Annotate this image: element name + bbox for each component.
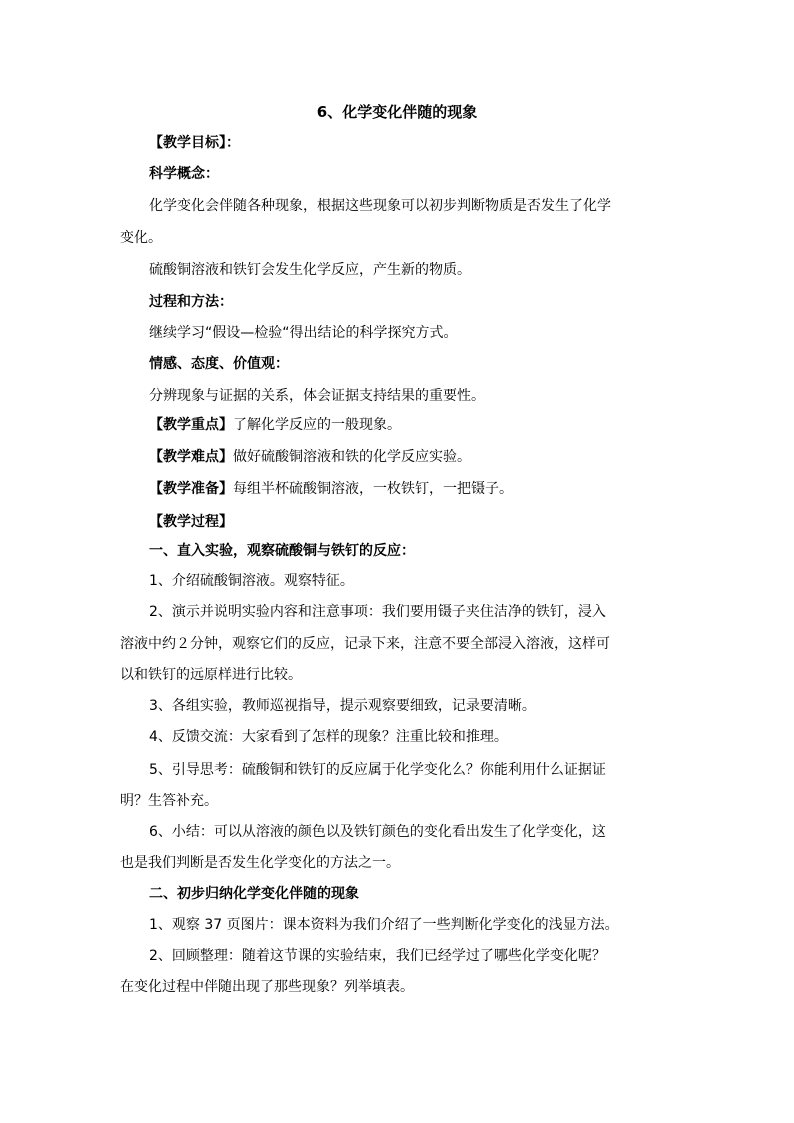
list-item: 3、各组实验，教师巡视指导，提示观察要细致，记录要清晰。 (149, 698, 536, 714)
key-point-text: 了解化学反应的一般现象。 (233, 417, 401, 433)
key-point-label: 【教学重点】 (149, 417, 233, 433)
list-item: 2、演示并说明实验内容和注意事项：我们要用镊子夹住洁净的铁钉，浸入 (149, 604, 606, 620)
section1-heading: 一、直入实验，观察硫酸铜与铁钉的反应： (149, 543, 415, 559)
paragraph-line: 化学变化会伴随各种现象，根据这些现象可以初步判断物质是否发生了化学 (149, 198, 611, 214)
list-item-continuation: 明？生答补充。 (120, 793, 218, 809)
preparation-text: 每组半杯硫酸铜溶液，一枚铁钉，一把镊子。 (233, 481, 513, 497)
paragraph-line: 硫酸铜溶液和铁钉会发生化学反应，产生新的物质。 (149, 262, 471, 278)
key-point-line (149, 415, 401, 435)
section2-heading: 二、初步归纳化学变化伴随的现象 (149, 886, 359, 902)
list-item-continuation: 也是我们判断是否发生化学变化的方法之一。 (120, 855, 400, 871)
emotion-attitude-heading: 情感、态度、价值观： (149, 356, 289, 372)
preparation-line (149, 479, 513, 499)
objectives-heading: 【教学目标】： (149, 135, 240, 151)
document-title: 6、化学变化伴随的现象 (316, 103, 478, 121)
list-item: 6、小结：可以从溶液的颜色以及铁钉颜色的变化看出发生了化学变化，这 (149, 824, 606, 840)
difficulty-line (149, 447, 471, 467)
list-item-continuation: 在变化过程中伴随出现了那些现象？列举填表。 (120, 979, 414, 995)
paragraph-line: 分辨现象与证据的关系，体会证据支持结果的重要性。 (149, 388, 485, 404)
paragraph-line: 变化。 (120, 230, 162, 246)
list-item-continuation: 以和铁钉的远原样进行比较。 (120, 667, 302, 683)
process-method-heading: 过程和方法： (149, 294, 233, 310)
list-item: 1、观察 37 页图片：课本资料为我们介绍了一些判断化学变化的浅显方法。 (149, 917, 619, 933)
preparation-label: 【教学准备】 (149, 481, 233, 497)
procedure-heading: 【教学过程】 (149, 514, 233, 530)
list-item: 1、介绍硫酸铜溶液。观察特征。 (149, 573, 354, 589)
list-item-continuation: 溶液中约２分钟，观察它们的反应，记录下来，注意不要全部浸入溶液，这样可 (120, 636, 610, 652)
difficulty-text: 做好硫酸铜溶液和铁的化学反应实验。 (233, 449, 471, 465)
list-item: 2、回顾整理：随着这节课的实验结束，我们已经学过了哪些化学变化呢？ (149, 948, 606, 964)
science-concept-heading: 科学概念： (149, 166, 219, 182)
list-item: 5、引导思考：硫酸铜和铁钉的反应属于化学变化么？你能利用什么证据证 (149, 762, 606, 778)
paragraph-line: 继续学习“假设—检验“得出结论的科学探究方式。 (149, 325, 458, 341)
difficulty-label: 【教学难点】 (149, 449, 233, 465)
list-item: 4、反馈交流：大家看到了怎样的现象？注重比较和推理。 (149, 729, 508, 745)
